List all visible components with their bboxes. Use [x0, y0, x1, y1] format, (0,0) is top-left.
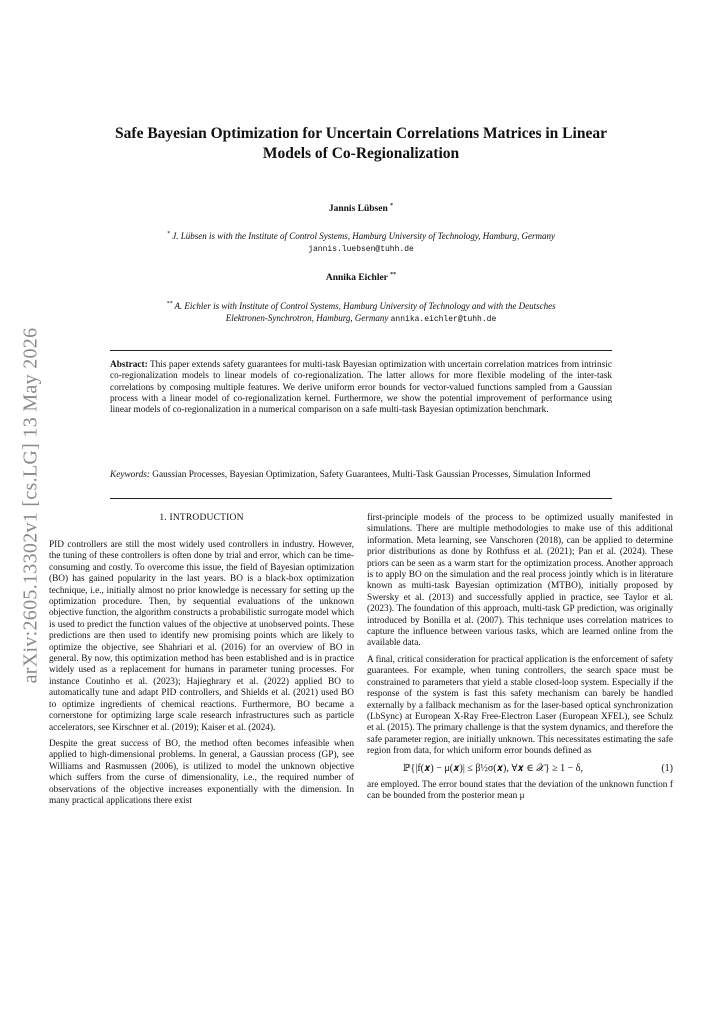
author-name-2 — [110, 272, 612, 283]
abstract-text: This paper extends safety guarantees for multi-task Bayesian optimization with uncertain correlation matrices from intrinsic co-regionalization models to linear models of co-regionalization. The latter allows for more flexible modeling of the inter-task correlations by composing multiple features. We derive uniform error bounds for vector-valued functions sampled from a Gaussian process with a linear model of co-regionalization kernel. Furthermore, we show the potential improvement of performance using linear models of co-regionalization in a numerical comparison on a safe multi-task Bayesian optimization benchmark. — [110, 360, 612, 416]
keywords-text: Gaussian Processes, Bayesian Optimization, Safety Guarantees, Multi-Task Gaussian Processes, Simulation Informed — [152, 470, 591, 480]
section-heading-introduction: 1. INTRODUCTION — [159, 513, 244, 523]
affiliation-1 — [150, 229, 572, 255]
arxiv-stamp — [14, 290, 48, 720]
equation-body: ℙ{|f(𝒙) − μ(𝒙)| ≤ β½σ(𝒙), ∀𝒙 ∈ 𝒳} ≥ 1 − δ, — [403, 762, 583, 774]
abstract — [110, 360, 612, 416]
paragraph: PID controllers are still the most widely used controllers in industry. However, the tuning of these controllers is often done by trial and error, which can be time-consuming and costly. To overcome this issue, the field of Bayesian optimization (BO) has gained popularity in the last years. BO is a black-box optimization technique, i.e., initially almost no prior knowledge is necessary for setting up the optimization procedure. Then, by sequential evaluations of the unknown objective function, the algorithm constructs a probabilistic surrogate model which is used to predict the function values of the objective at unobserved points. These predictions are then used to identify new promising points which are likely to optimize the objective, see Shahriari et al. (2016) for an overview of BO in general. By now, this optimization method has been established and is in practice widely used as a replacement for humans in parameter tuning processes. For instance Coutinho et al. (2023); Hajieghrary et al. (2022) applied BO to automatically tune and adapt PID controllers, and Shields et al. (2021) used BO to optimize ingredients of chemical reactions. Furthermore, BO became a cornerstone for optimizing large scale research infrastructures such as particle accelerators, see Kirschner et al. (2019); Kaiser et al. (2024). — [49, 540, 354, 733]
affiliation-1-text: J. Lübsen is with the Institute of Control Systems, Hamburg University of Technology, Hamburg, Germany — [172, 231, 555, 241]
abstract-top-rule — [110, 350, 612, 351]
author-2-email: annika.eichler@tuhh.de — [390, 314, 497, 324]
author-2-mark: ** — [390, 272, 397, 278]
affiliation-2-text: A. Eichler is with Institute of Control Systems, Hamburg University of Technology and with the Deutsches Elektronen-Synchrotron, Hamburg, Germany — [174, 301, 556, 323]
keywords-label: Keywords: — [110, 470, 150, 480]
arxiv-identifier: arXiv:2605.13302v1 [cs.LG] 13 May 2026 — [19, 327, 42, 683]
author-1-name: Jannis Lübsen — [328, 204, 388, 215]
author-name-1 — [110, 203, 612, 214]
equation-number: (1) — [661, 762, 673, 774]
author-2-name: Annika Eichler — [325, 273, 388, 284]
keywords-bottom-rule — [110, 498, 612, 499]
keywords — [110, 470, 612, 481]
author-1-email: jannis.luebsen@tuhh.de — [308, 244, 414, 254]
abstract-label: Abstract: — [110, 360, 148, 370]
paragraph: Despite the great success of BO, the method often becomes infeasible when applied to high-dimensional problems. In general, a Gaussian process (GP), see Williams and Rasmussen (2006), is utilized to model the unknown objective which suffers from the curse of dimensionality, i.e., the required number of observations of the objective increases exponentially with the dimension. In many practical applications there exist — [49, 738, 354, 806]
paragraph: first-principle models of the process to be optimized usually manifested in simulations. There are multiple methodologies to make use of this additional information. Meta learning, see Vanschoren (2018), can be applied to determine prior distributions as done by Rothfuss et al. (2021); Pan et al. (2024). These priors can be seen as a warm start for the optimization process. Another approach is to apply BO on the simulation and the real process jointly which is in literature known as multi-task Bayesian optimization (MTBO), initially proposed by Swersky et al. (2013) and successfully applied in practice, see Taylor et al. (2023). The foundation of this approach, multi-task GP prediction, was originally introduced by Bonilla et al. (2007). This technique uses correlation matrices to capture the influence between various tasks, which are learned online from the available data. — [367, 513, 673, 649]
paragraph: A final, critical consideration for practical application is the enforcement of safety guarantees. For example, when tuning controllers, the search space must be constrained to parameters that yield a stable closed-loop system. Especially if the response of the system is fast this safety mechanism can barely be handled externally by a fallback mechanism as for the laser-based optical synchronization (LbSync) at European X-Ray Free-Electron Laser (European XFEL), see Schulz et al. (2015). The primary challenge is that the system dynamics, and therefore the safe parameter region, are initially unknown. This necessitates estimating the safe region from data, for which uniform error bounds defined as — [367, 654, 674, 757]
affiliation-1-mark: * — [167, 231, 171, 237]
left-column — [49, 540, 354, 812]
right-column — [367, 513, 673, 808]
affiliation-2-mark: ** — [166, 301, 173, 307]
paragraph: are employed. The error bound states that the deviation of the unknown function f can be bounded from the posterior mean μ — [367, 779, 673, 802]
affiliation-2 — [150, 299, 572, 325]
author-1-mark: * — [390, 203, 394, 209]
paper-title: Safe Bayesian Optimization for Uncertain Correlations Matrices in Linear Models of Co-Regionalization — [115, 125, 607, 162]
equation-1 — [367, 763, 673, 774]
